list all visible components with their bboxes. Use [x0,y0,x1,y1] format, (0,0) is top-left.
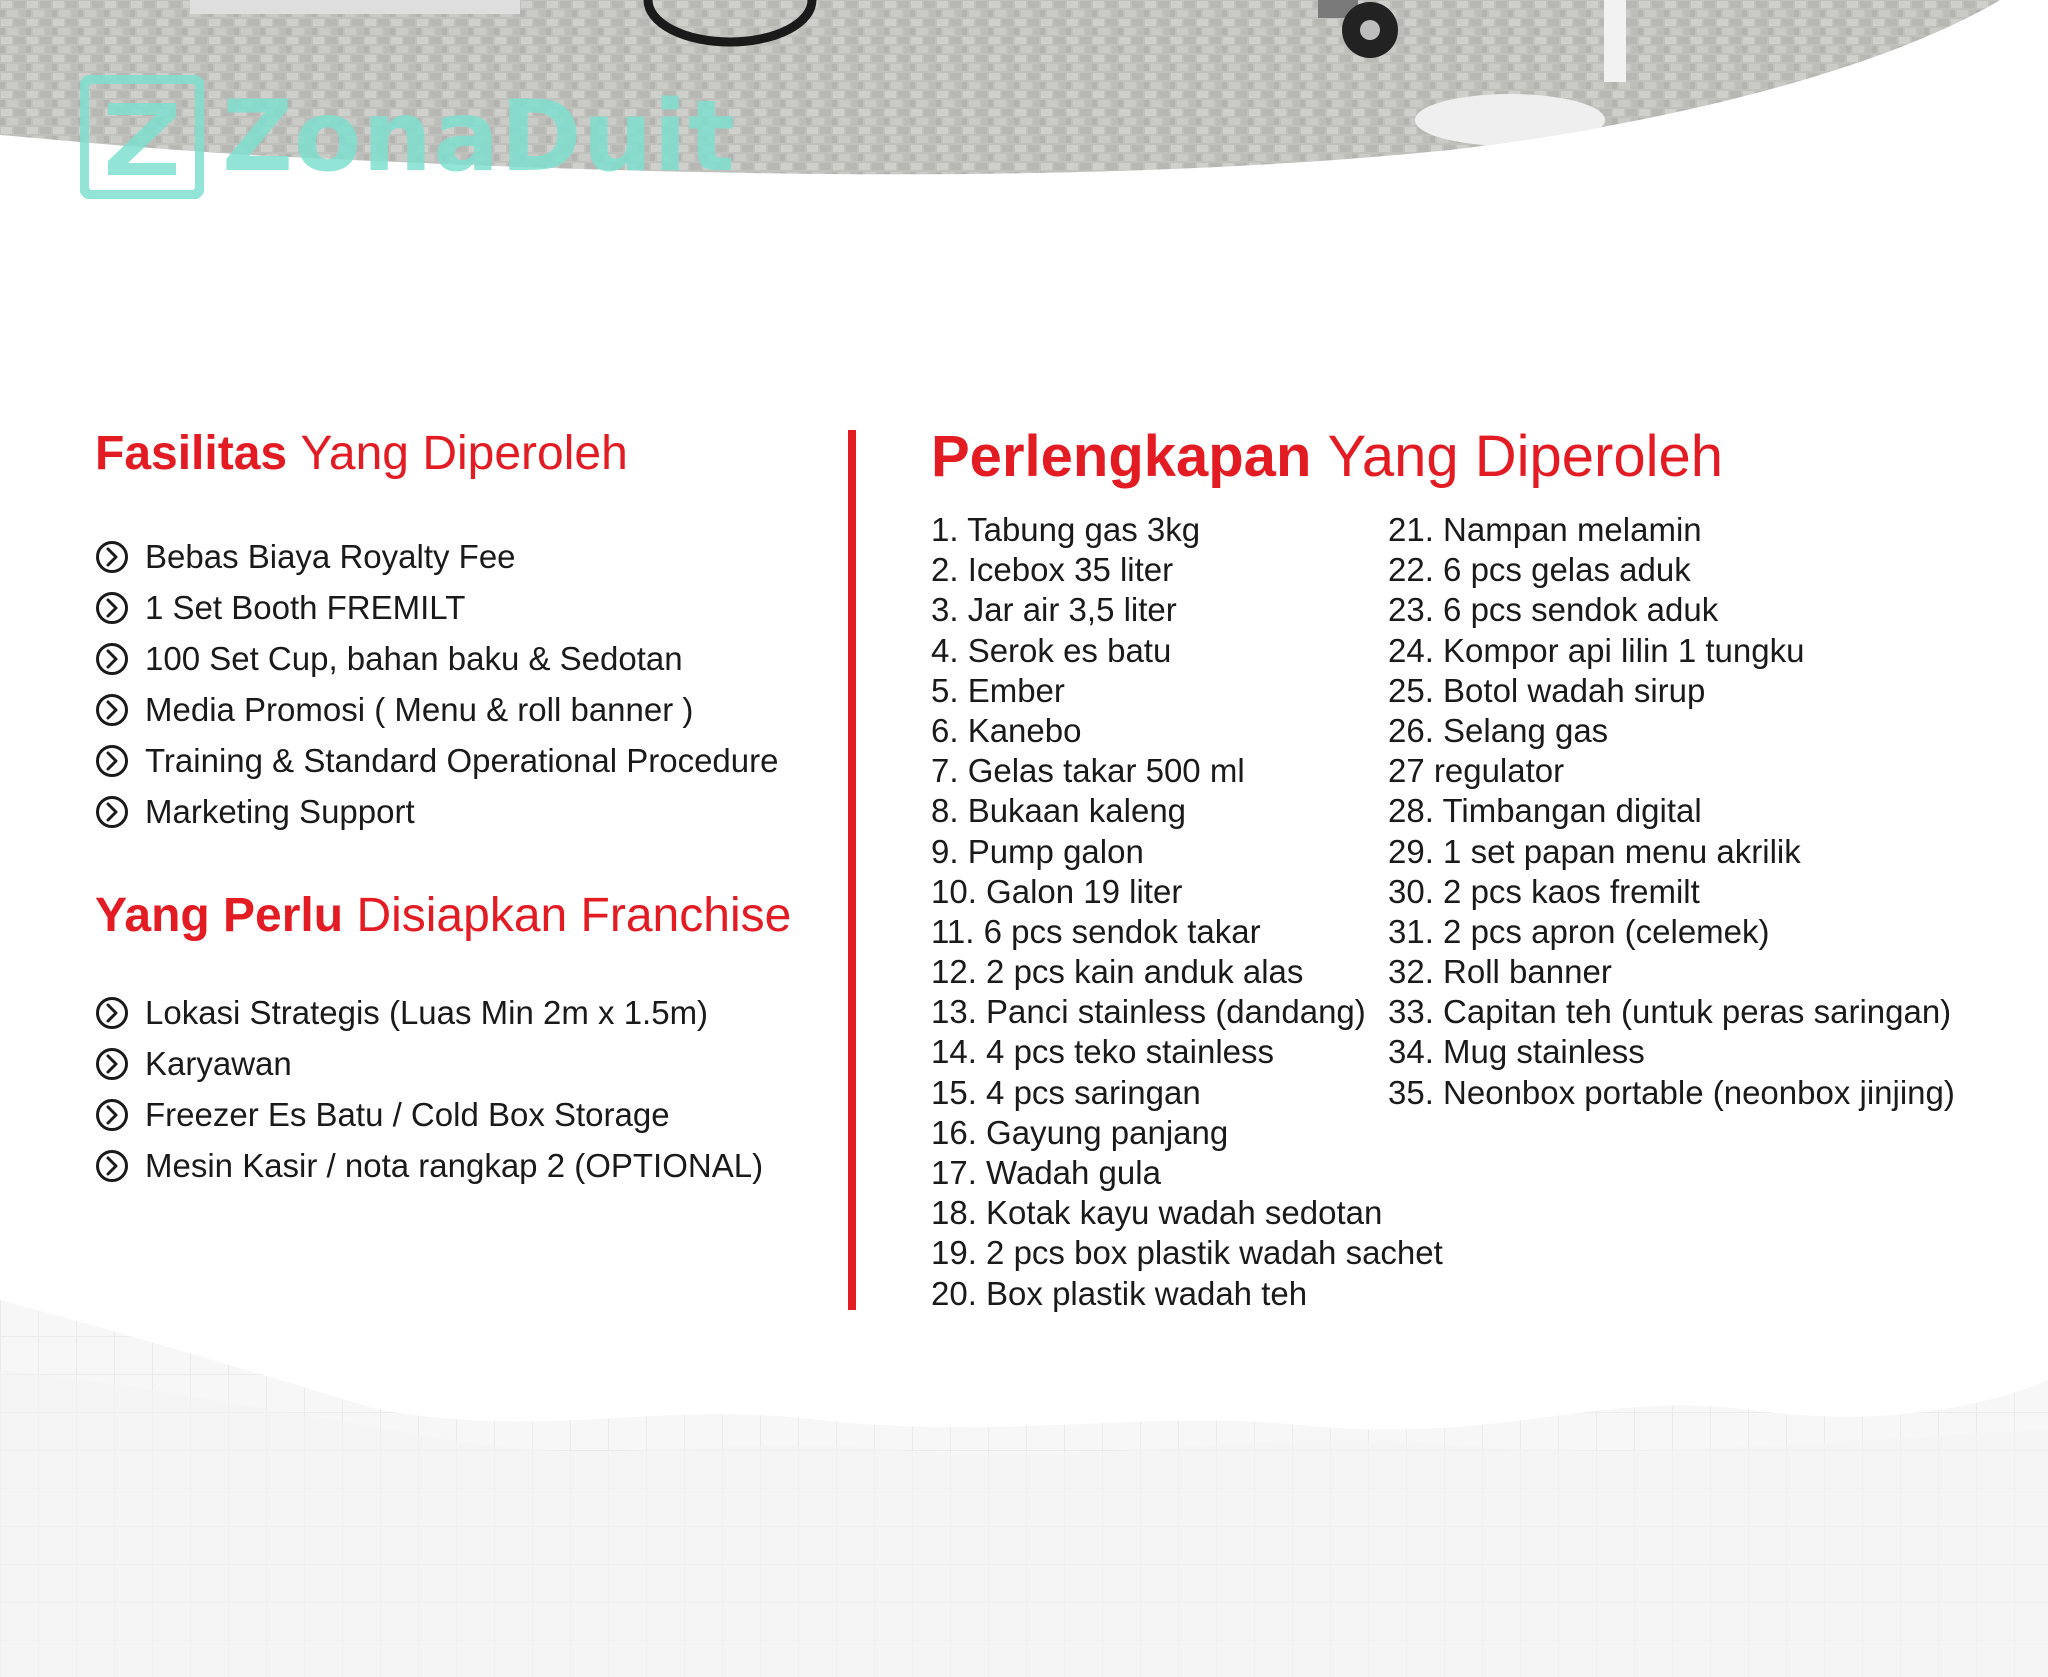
disiapkan-title [95,889,792,942]
circle-chevron-right-icon [95,795,129,829]
equipment-item: 33. Capitan teh (untuk peras saringan) [1388,993,1952,1031]
equipment-item: 31. 2 pcs apron (celemek) [1388,912,1770,950]
background-grid [0,1260,2048,1677]
equipment-item: 35. Neonbox portable (neonbox jinjing) [1388,1073,1955,1111]
equipment-item: 24. Kompor api lilin 1 tungku [1388,631,1805,669]
equipment-item: 2. Icebox 35 liter [931,551,1174,589]
equipment-item: 25. Botol wadah sirup [1388,671,1706,709]
equipment-item: 12. 2 pcs kain anduk alas [931,953,1304,991]
circle-chevron-right-icon [95,642,129,676]
equipment-item: 19. 2 pcs box plastik wadah sachet [931,1234,1443,1272]
equipment-item: 1. Tabung gas 3kg [931,511,1201,548]
perlengkapan-title-bold: Perlengkapan [931,424,1312,489]
circle-chevron-right-icon [95,591,129,625]
disiapkan-item-label: Karyawan [145,1044,292,1082]
equipment-item: 26. Selang gas [1388,711,1609,749]
equipment-item: 6. Kanebo [931,711,1082,749]
equipment-item: 28. Timbangan digital [1388,792,1702,830]
perlengkapan-list-column-2 [1388,510,1955,1113]
equipment-item: 8. Bukaan kaleng [931,792,1187,830]
equipment-item: 15. 4 pcs saringan [931,1073,1201,1111]
circle-chevron-right-icon [95,996,129,1030]
equipment-item: 17. Wadah gula [931,1154,1161,1191]
disiapkan-item [95,1140,763,1191]
fasilitas-item [95,531,778,582]
equipment-item: 3. Jar air 3,5 liter [931,591,1177,629]
column-divider [848,430,856,1310]
fasilitas-item [95,684,778,735]
equipment-item: 30. 2 pcs kaos fremilt [1388,872,1700,910]
circle-chevron-right-icon [95,1098,129,1132]
equipment-item: 13. Panci stainless (dandang) [931,993,1366,1031]
disiapkan-item [95,987,763,1038]
circle-chevron-right-icon [95,1047,129,1081]
fasilitas-item-label: 100 Set Cup, bahan baku & Sedotan [145,639,683,677]
disiapkan-item [95,1038,763,1089]
disiapkan-title-bold: Yang Perlu [95,889,344,942]
equipment-item: 29. 1 set papan menu akrilik [1388,832,1801,870]
circle-chevron-right-icon [95,540,129,574]
equipment-item: 11. 6 pcs sendok takar [931,912,1261,950]
equipment-item: 4. Serok es batu [931,631,1172,669]
disiapkan-title-light: Disiapkan Franchise [356,889,792,942]
fasilitas-list [95,531,778,837]
equipment-item: 32. Roll banner [1388,953,1612,991]
equipment-item: 23. 6 pcs sendok aduk [1388,591,1719,629]
equipment-item: 10. Galon 19 liter [931,872,1183,910]
fasilitas-item [95,735,778,786]
circle-chevron-right-icon [95,693,129,727]
fasilitas-item-label: Bebas Biaya Royalty Fee [145,537,516,575]
fasilitas-item [95,582,778,633]
fasilitas-title [95,427,628,480]
equipment-item: 34. Mug stainless [1388,1033,1645,1071]
fasilitas-item-label: 1 Set Booth FREMILT [145,588,466,626]
equipment-item: 7. Gelas takar 500 ml [931,752,1245,790]
perlengkapan-list-column-1 [931,510,1443,1314]
disiapkan-item-label: Lokasi Strategis (Luas Min 2m x 1.5m) [145,993,709,1031]
perlengkapan-title [931,424,1724,489]
equipment-item: 27 regulator [1388,752,1565,790]
equipment-item: 5. Ember [931,671,1065,709]
fasilitas-item-label: Training & Standard Operational Procedure [145,741,779,779]
fasilitas-title-bold: Fasilitas [95,427,288,480]
fasilitas-item [95,633,778,684]
disiapkan-item-label: Freezer Es Batu / Cold Box Storage [145,1095,670,1133]
watermark-text: ZonaDuit [222,79,736,194]
equipment-item: 9. Pump galon [931,832,1144,870]
disiapkan-list [95,987,763,1191]
disiapkan-item [95,1089,763,1140]
circle-chevron-right-icon [95,744,129,778]
fasilitas-item-label: Marketing Support [145,792,415,830]
equipment-item: 21. Nampan melamin [1388,511,1702,548]
fasilitas-item [95,786,778,837]
fasilitas-title-light: Yang Diperoleh [300,427,628,480]
equipment-item: 14. 4 pcs teko stainless [931,1033,1275,1071]
equipment-item: 20. Box plastik wadah teh [931,1274,1308,1312]
equipment-item: 16. Gayung panjang [931,1113,1229,1151]
disiapkan-item-label: Mesin Kasir / nota rangkap 2 (OPTIONAL) [145,1146,764,1184]
zonaduit-logo-icon [80,75,204,199]
circle-chevron-right-icon [95,1149,129,1183]
perlengkapan-title-light: Yang Diperoleh [1327,424,1724,489]
equipment-item: 18. Kotak kayu wadah sedotan [931,1194,1383,1232]
fasilitas-item-label: Media Promosi ( Menu & roll banner ) [145,690,694,728]
equipment-item: 22. 6 pcs gelas aduk [1388,551,1691,589]
zonaduit-watermark [80,74,736,199]
